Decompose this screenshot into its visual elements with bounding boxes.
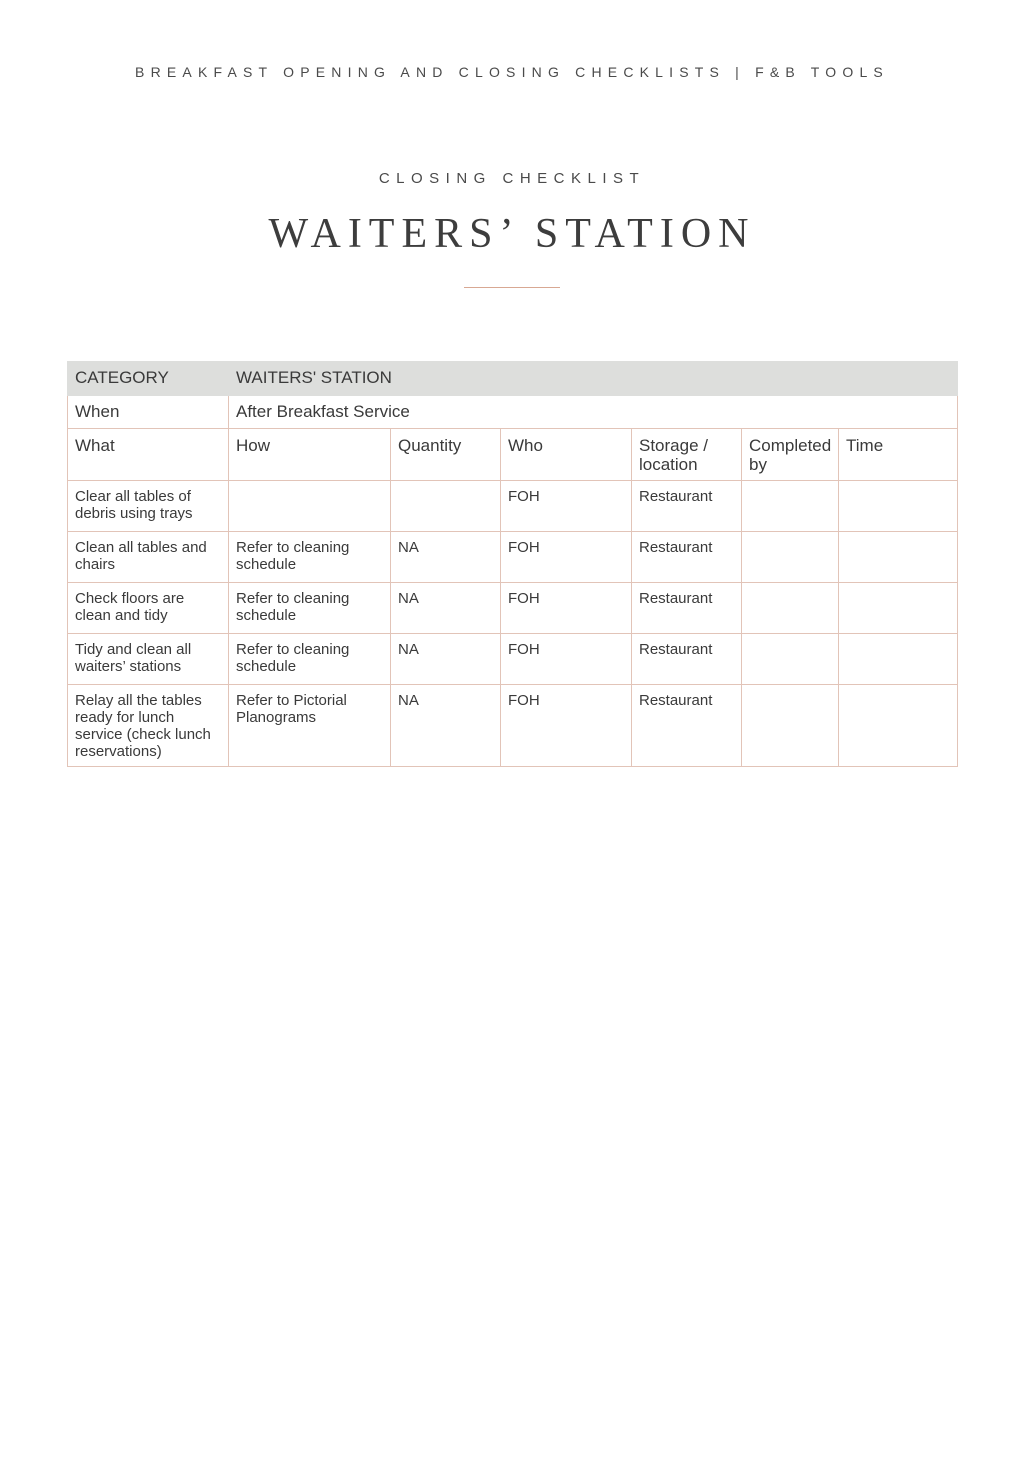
cell-who: FOH xyxy=(501,583,632,634)
cell-completed-by[interactable] xyxy=(742,634,839,685)
cell-completed-by[interactable] xyxy=(742,583,839,634)
cell-who: FOH xyxy=(501,481,632,532)
cell-what: Relay all the tables ready for lunch service (check lunch reservations) xyxy=(68,685,229,767)
table-row xyxy=(68,634,958,685)
column-header-row xyxy=(68,429,958,481)
cell-time[interactable] xyxy=(839,481,958,532)
cell-time[interactable] xyxy=(839,634,958,685)
title-divider xyxy=(464,287,560,288)
column-header-what: What xyxy=(68,429,229,481)
cell-who: FOH xyxy=(501,532,632,583)
cell-quantity: NA xyxy=(391,532,501,583)
table-row xyxy=(68,481,958,532)
cell-storage: Restaurant xyxy=(632,685,742,767)
running-header: BREAKFAST OPENING AND CLOSING CHECKLISTS | F&B TOOLS xyxy=(135,64,889,80)
column-header-how: How xyxy=(229,429,391,481)
cell-storage: Restaurant xyxy=(632,532,742,583)
cell-quantity: NA xyxy=(391,634,501,685)
column-header-storage: Storage / location xyxy=(632,429,742,481)
cell-completed-by[interactable] xyxy=(742,481,839,532)
page-title: WAITERS’ STATION xyxy=(268,211,756,257)
cell-what: Tidy and clean all waiters’ stations xyxy=(68,634,229,685)
cell-storage: Restaurant xyxy=(632,583,742,634)
column-header-completed-by: Completed by xyxy=(742,429,839,481)
column-header-who: Who xyxy=(501,429,632,481)
cell-what: Clear all tables of debris using trays xyxy=(68,481,229,532)
cell-what: Clean all tables and chairs xyxy=(68,532,229,583)
section-subtitle: CLOSING CHECKLIST xyxy=(378,170,646,187)
cell-completed-by[interactable] xyxy=(742,685,839,767)
table-row xyxy=(68,532,958,583)
cell-how: Refer to cleaning schedule xyxy=(229,532,391,583)
when-value: After Breakfast Service xyxy=(229,396,958,429)
cell-who: FOH xyxy=(501,685,632,767)
column-header-quantity: Quantity xyxy=(391,429,501,481)
cell-how: Refer to cleaning schedule xyxy=(229,583,391,634)
checklist-table xyxy=(67,361,958,767)
cell-quantity xyxy=(391,481,501,532)
cell-how: Refer to Pictorial Planograms xyxy=(229,685,391,767)
cell-quantity: NA xyxy=(391,685,501,767)
category-label: CATEGORY xyxy=(68,362,229,396)
when-row xyxy=(68,396,958,429)
category-value: WAITERS' STATION xyxy=(229,362,958,396)
cell-how xyxy=(229,481,391,532)
cell-completed-by[interactable] xyxy=(742,532,839,583)
column-header-time: Time xyxy=(839,429,958,481)
cell-time[interactable] xyxy=(839,532,958,583)
cell-storage: Restaurant xyxy=(632,634,742,685)
cell-what: Check floors are clean and tidy xyxy=(68,583,229,634)
table-row xyxy=(68,685,958,767)
cell-how: Refer to cleaning schedule xyxy=(229,634,391,685)
cell-quantity: NA xyxy=(391,583,501,634)
category-row xyxy=(68,362,958,396)
cell-time[interactable] xyxy=(839,685,958,767)
cell-storage: Restaurant xyxy=(632,481,742,532)
cell-who: FOH xyxy=(501,634,632,685)
table-row xyxy=(68,583,958,634)
when-label: When xyxy=(68,396,229,429)
cell-time[interactable] xyxy=(839,583,958,634)
